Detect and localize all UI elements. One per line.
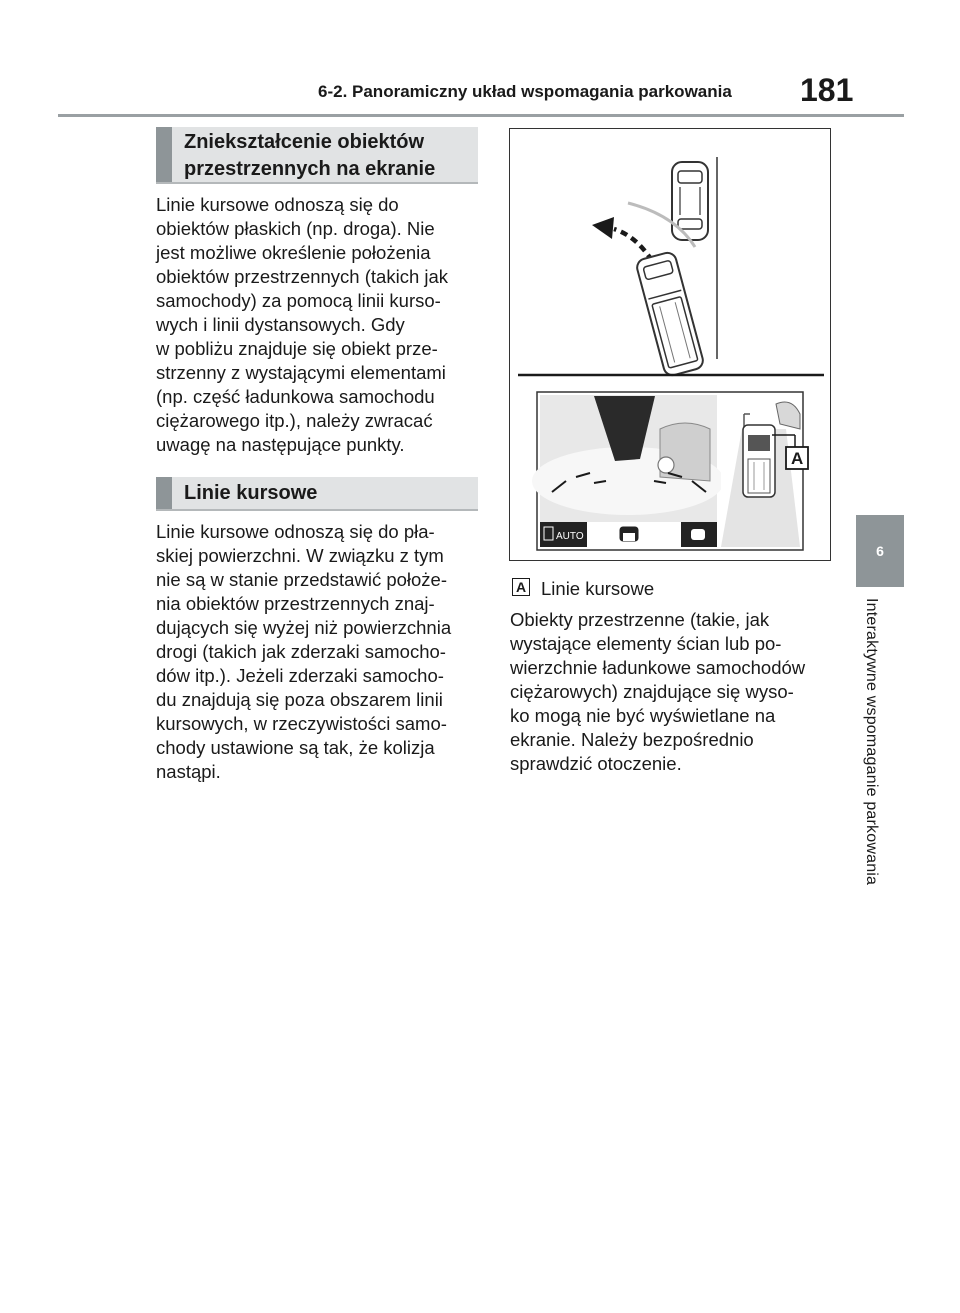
section-heading-line-1: Zniekształcenie obiektów — [184, 131, 425, 153]
text-line: uwagę na następujące punkty. — [156, 434, 405, 455]
legend-badge-a: A — [512, 578, 530, 596]
text-line: drogi (takich jak zderzaki samocho- — [156, 641, 446, 662]
parking-illustration — [509, 128, 831, 561]
text-line: nie są w stanie przedstawić położe- — [156, 569, 448, 590]
text-line: strzenny z wystającymi elementami — [156, 362, 446, 383]
monitor-screen — [532, 392, 803, 550]
text-line: du znajdują się poza obszarem linii — [156, 689, 443, 710]
section1-paragraph — [156, 193, 448, 457]
text-line: nia obiektów przestrzennych znaj- — [156, 593, 435, 614]
section2-paragraph — [156, 520, 451, 784]
text-line: jest możliwe określenie położenia — [156, 242, 431, 263]
text-line: Obiekty przestrzenne (takie, jak — [510, 609, 770, 630]
section-heading-line-2: przestrzennych na ekranie — [184, 158, 436, 180]
text-line: ciężarowych) znajdujące się wyso- — [510, 681, 794, 702]
text-line: sprawdzić otoczenie. — [510, 753, 682, 774]
text-line: skiej powierzchni. W związku z tym — [156, 545, 444, 566]
text-line: dujących się wyżej niż powierzchnia — [156, 617, 452, 638]
header-divider — [58, 114, 904, 117]
text-line: wych i linii dystansowych. Gdy — [156, 314, 405, 335]
section-heading-course-lines — [156, 477, 478, 511]
text-line: obiektów płaskich (np. droga). Nie — [156, 218, 435, 239]
pickup-truck-illustration — [635, 251, 705, 377]
text-line: nastąpi. — [156, 761, 221, 782]
text-line: ekranie. Należy bezpośrednio — [510, 729, 754, 750]
chapter-title-vertical: Interaktywne wspomaganie parkowania — [863, 598, 880, 886]
page-number: 181 — [800, 72, 854, 108]
text-line: ciężarowego itp.), należy zwracać — [156, 410, 433, 431]
text-line: Linie kursowe odnoszą się do — [156, 194, 399, 215]
text-line: wystające elementy ścian lub po- — [510, 633, 782, 654]
chapter-tab: 6 — [856, 515, 904, 587]
heading-accent-bar — [156, 127, 172, 182]
header-section-title: 6-2. Panoramiczny układ wspomagania parkowania — [318, 82, 732, 101]
callout-a-label: A — [791, 449, 804, 468]
right-paragraph — [510, 608, 805, 776]
text-line: Linie kursowe odnoszą się do pła- — [156, 521, 435, 542]
text-line: (np. część ładunkowa samochodu — [156, 386, 435, 407]
legend-label: Linie kursowe — [541, 578, 655, 599]
text-line: ko mogą nie być wyświetlane na — [510, 705, 776, 726]
text-line: w pobliżu znajduje się obiekt prze- — [156, 338, 438, 359]
text-line: obiektów przestrzennych (takich jak — [156, 266, 449, 287]
text-line: kursowych, w rzeczywistości samo- — [156, 713, 447, 734]
text-line: wierzchnie ładunkowe samochodów — [510, 657, 806, 678]
heading-accent-bar — [156, 477, 172, 509]
text-line: dów itp.). Jeżeli zderzaki samocho- — [156, 665, 444, 686]
illustration-svg — [510, 129, 832, 562]
auto-button-label[interactable]: AUTO — [556, 531, 584, 542]
section-heading-text: Linie kursowe — [184, 482, 318, 504]
text-line: samochody) za pomocą linii kurso- — [156, 290, 441, 311]
text-line: chody ustawione są tak, że kolizja — [156, 737, 435, 758]
section-heading-distortion — [156, 127, 478, 184]
